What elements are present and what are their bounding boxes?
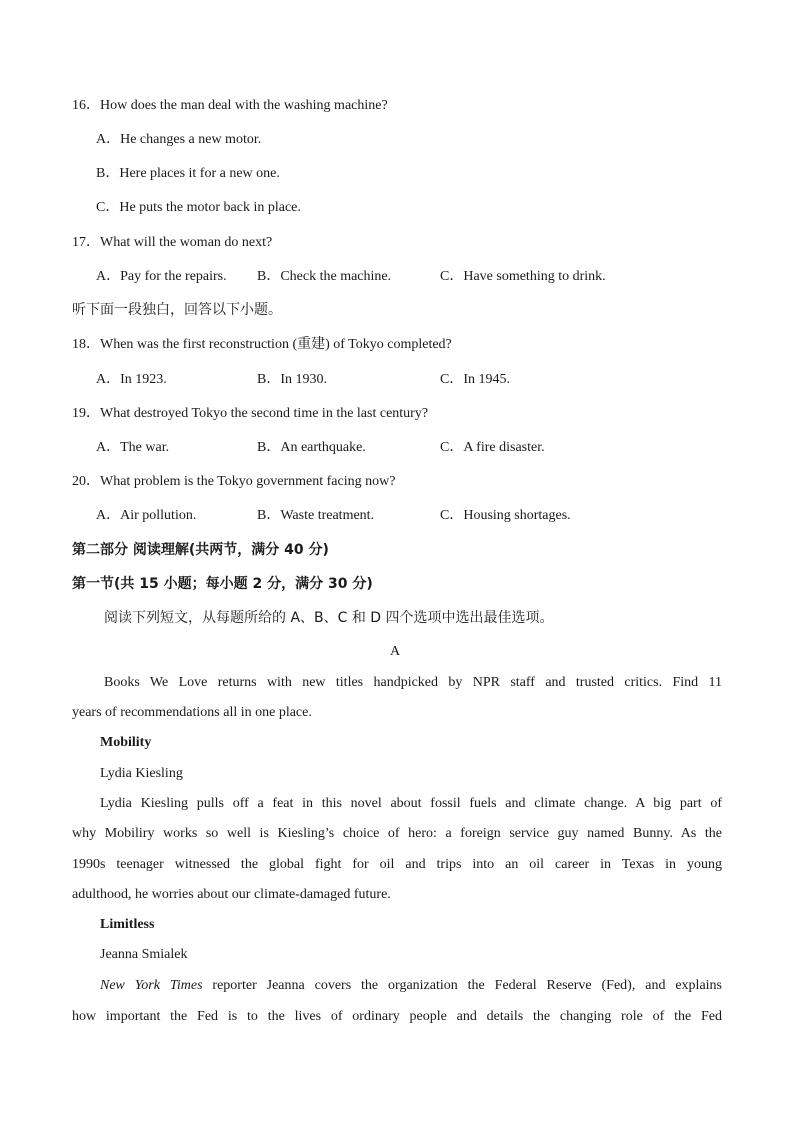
newspaper-name: New York Times: [100, 978, 203, 993]
part-two-title: 第二部分 阅读理解(共两节，满分 40 分): [72, 542, 329, 558]
question-20-option-c: C．Housing shortages.: [440, 508, 571, 523]
book-title-mobility: Mobility: [100, 735, 152, 750]
question-17-stem: 17．What will the woman do next?: [72, 235, 273, 250]
limitless-text-line-1: [100, 977, 722, 995]
book-title-limitless: Limitless: [100, 917, 155, 932]
question-20-option-b: B．Waste treatment.: [257, 508, 375, 523]
reading-instruction: 阅读下列短文，从每题所给的 A、B、C 和 D 四个选项中选出最佳选项。: [104, 610, 554, 626]
question-20-option-a: A．Air pollution.: [96, 508, 197, 523]
intro-line-2: years of recommendations all in one place.: [72, 705, 312, 720]
question-16-option-b: B．Here places it for a new one.: [96, 166, 280, 181]
limitless-text-line-2: how important the Fed is to the lives of ordinary people and details the changing role of the Fed: [72, 1009, 722, 1024]
question-20-stem: 20．What problem is the Tokyo government facing now?: [72, 474, 396, 489]
question-16-option-c: C．He puts the motor back in place.: [96, 200, 301, 215]
book-author-mobility: Lydia Kiesling: [100, 766, 183, 781]
limitless-text-line-1-rest: reporter Jeanna covers the organization the Federal Reserve (Fed), and explains: [202, 978, 723, 993]
question-17-option-a: A．Pay for the repairs.: [96, 269, 227, 284]
mobility-text-line-1: Lydia Kiesling pulls off a feat in this novel about fossil fuels and climate change. A big part of: [100, 796, 722, 811]
question-16-stem: 16．How does the man deal with the washing machine?: [72, 98, 388, 113]
question-18-stem: 18．When was the first reconstruction (重建) of Tokyo completed?: [72, 337, 452, 352]
question-19-option-a: A．The war.: [96, 440, 170, 455]
section-one-title: 第一节(共 15 小题；每小题 2 分，满分 30 分): [72, 576, 373, 592]
question-19-stem: 19．What destroyed Tokyo the second time in the last century?: [72, 406, 429, 421]
intro-line-1: Books We Love returns with new titles handpicked by NPR staff and trusted critics. Find 11: [104, 675, 722, 690]
question-18-option-a: A．In 1923.: [96, 372, 167, 387]
mobility-text-line-2: why Mobiliry works so well is Kiesling’s choice of hero: a foreign service guy named Bunny. As the: [72, 826, 722, 841]
monologue-instruction: 听下面一段独白，回答以下小题。: [72, 302, 282, 318]
mobility-text-line-3: 1990s teenager witnessed the global fight for oil and trips into an oil career in Texas in young: [72, 857, 722, 872]
question-18-option-b: B．In 1930.: [257, 372, 327, 387]
passage-label: A: [390, 644, 401, 659]
book-author-limitless: Jeanna Smialek: [100, 947, 188, 962]
question-19-option-c: C．A fire disaster.: [440, 440, 545, 455]
question-17-option-c: C．Have something to drink.: [440, 269, 606, 284]
mobility-text-line-4: adulthood, he worries about our climate-damaged future.: [72, 887, 391, 902]
question-18-option-c: C．In 1945.: [440, 372, 510, 387]
question-16-option-a: A．He changes a new motor.: [96, 132, 262, 147]
question-17-option-b: B．Check the machine.: [257, 269, 392, 284]
question-19-option-b: B．An earthquake.: [257, 440, 366, 455]
